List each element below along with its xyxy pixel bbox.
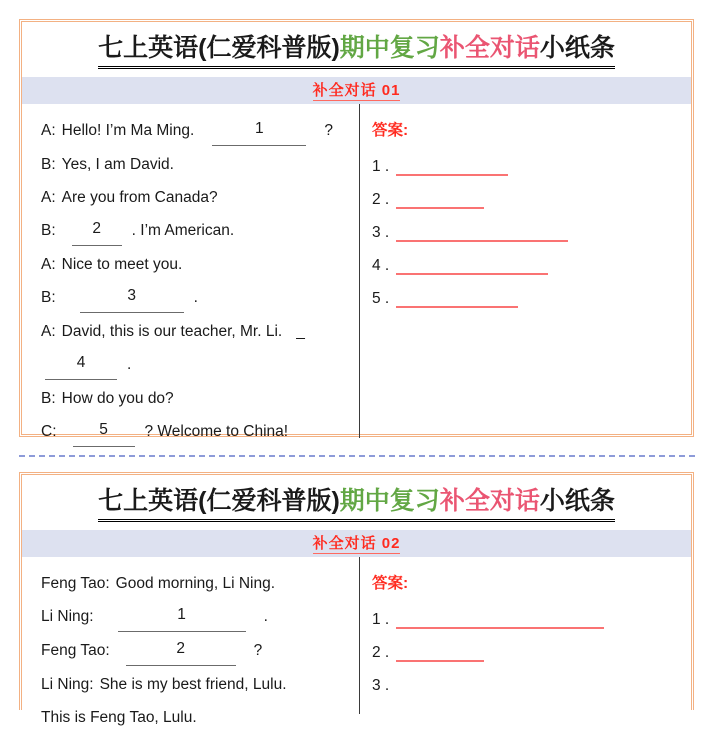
answer-blank-1[interactable]: 1	[118, 598, 246, 632]
answer-row	[370, 150, 691, 183]
dialogue-line	[41, 214, 359, 248]
dialogue-speaker: A:	[41, 122, 56, 140]
answers-list-1	[370, 150, 691, 315]
dialogue-line	[41, 114, 359, 148]
answer-blank-4[interactable]: 4	[45, 346, 117, 380]
answer-blank-2[interactable]: 2	[72, 212, 122, 246]
dialogue-line	[41, 634, 359, 668]
title-segment-1: 七上英语(仁爱科普版)	[98, 34, 340, 62]
answer-number: 2 .	[372, 191, 390, 209]
dialogue-line	[41, 600, 359, 634]
answer-write-line[interactable]	[396, 660, 484, 662]
dialogue-line	[41, 315, 359, 348]
section-bar-2	[22, 530, 691, 557]
section-label-2: 补全对话 02	[312, 535, 401, 553]
dialogue-text: ?	[253, 642, 263, 660]
answer-write-line[interactable]	[396, 627, 604, 629]
title-segment-3: 补全对话	[439, 487, 540, 515]
dialogue-speaker: B:	[41, 222, 56, 240]
answer-blank-1[interactable]: 1	[212, 112, 306, 146]
answer-row	[370, 183, 691, 216]
answer-write-line[interactable]	[396, 207, 484, 209]
dialogue-line	[41, 281, 359, 315]
answer-row	[370, 603, 691, 636]
dialogue-text: .	[263, 608, 268, 626]
dialogue-line	[41, 382, 359, 415]
dialogue-speaker: A:	[41, 189, 56, 207]
answer-number: 3 .	[372, 677, 390, 695]
title-segment-2: 期中复习	[339, 487, 440, 515]
dialogue-column-1	[22, 104, 359, 441]
dialogue-text: ?	[324, 122, 333, 140]
card-body-1	[22, 104, 691, 441]
answer-number: 2 .	[372, 644, 390, 662]
dialogue-line	[41, 567, 359, 600]
answer-blank-3[interactable]: 3	[80, 279, 184, 313]
answer-number: 3 .	[372, 224, 390, 242]
dialogue-line	[41, 415, 359, 449]
dialogue-text: Yes, I am David.	[61, 156, 174, 174]
card-title-text-2	[98, 486, 615, 522]
title-segment-1: 七上英语(仁爱科普版)	[98, 487, 340, 515]
dialogue-text: .	[127, 356, 132, 374]
dialogue-line	[41, 248, 359, 281]
answers-heading-2: 答案:	[372, 575, 409, 593]
answer-write-line[interactable]	[396, 174, 508, 176]
dialogue-text: Hello! I’m Ma Ming.	[61, 122, 195, 140]
dialogue-speaker: Feng Tao:	[41, 642, 110, 660]
title-segment-4: 小纸条	[539, 34, 615, 62]
dialogue-line	[41, 668, 359, 701]
answer-row	[370, 669, 691, 702]
card-body-2	[22, 557, 691, 727]
answer-row	[370, 249, 691, 282]
dialogue-speaker: Li Ning:	[41, 676, 94, 694]
answer-row	[370, 282, 691, 315]
title-segment-2: 期中复习	[339, 34, 440, 62]
section-label-1: 补全对话 01	[312, 82, 401, 100]
dialogue-speaker: B:	[41, 289, 56, 307]
dialogue-line	[41, 148, 359, 181]
dialogue-text: She is my best friend, Lulu.	[99, 676, 287, 694]
answers-column-1	[360, 104, 691, 438]
dialogue-speaker: B:	[41, 156, 56, 174]
answers-heading-1: 答案:	[372, 122, 409, 140]
title-segment-3: 补全对话	[439, 34, 540, 62]
answer-number: 4 .	[372, 257, 390, 275]
worksheet-card-2	[19, 472, 694, 727]
dialogue-speaker: C:	[41, 423, 57, 441]
dialogue-text: David, this is our teacher, Mr. Li.	[61, 323, 283, 341]
dialogue-speaker: Li Ning:	[41, 608, 94, 626]
answers-list-2	[370, 603, 691, 702]
dialogue-text: Are you from Canada?	[61, 189, 218, 207]
answer-number: 1 .	[372, 158, 390, 176]
card-title-1	[22, 22, 691, 71]
answer-write-line[interactable]	[396, 306, 518, 308]
dialogue-line	[41, 181, 359, 214]
dialogue-line	[41, 701, 359, 734]
answer-write-line[interactable]	[396, 240, 568, 242]
dialogue-speaker: B:	[41, 390, 56, 408]
dialogue-speaker: Feng Tao:	[41, 575, 110, 593]
dialogue-text: Nice to meet you.	[61, 256, 183, 274]
dialogue-column-2	[22, 557, 359, 727]
dashed-separator	[19, 455, 695, 457]
dialogue-text: .	[193, 289, 198, 307]
dialogue-line	[41, 348, 359, 382]
dialogue-text: How do you do?	[61, 390, 174, 408]
dialogue-text: Good morning, Li Ning.	[115, 575, 276, 593]
dialogue-speaker: A:	[41, 256, 56, 274]
title-segment-4: 小纸条	[539, 487, 615, 515]
dialogue-text: . I’m American.	[131, 222, 235, 240]
answers-column-2	[360, 557, 691, 714]
answer-row	[370, 216, 691, 249]
dialogue-text: ? Welcome to China!	[144, 423, 289, 441]
answer-blank-5[interactable]: 5	[73, 413, 135, 447]
section-bar-1	[22, 77, 691, 104]
dialogue-text: This is Feng Tao, Lulu.	[41, 709, 197, 727]
worksheet-card-1	[19, 19, 694, 441]
card-title-text-1	[98, 33, 615, 69]
card-title-2	[22, 475, 691, 524]
answer-number: 5 .	[372, 290, 390, 308]
answer-write-line[interactable]	[396, 273, 548, 275]
answer-row	[370, 636, 691, 669]
answer-number: 1 .	[372, 611, 390, 629]
dialogue-text: _	[296, 323, 305, 341]
answer-blank-2[interactable]: 2	[126, 632, 236, 666]
dialogue-speaker: A:	[41, 323, 56, 341]
